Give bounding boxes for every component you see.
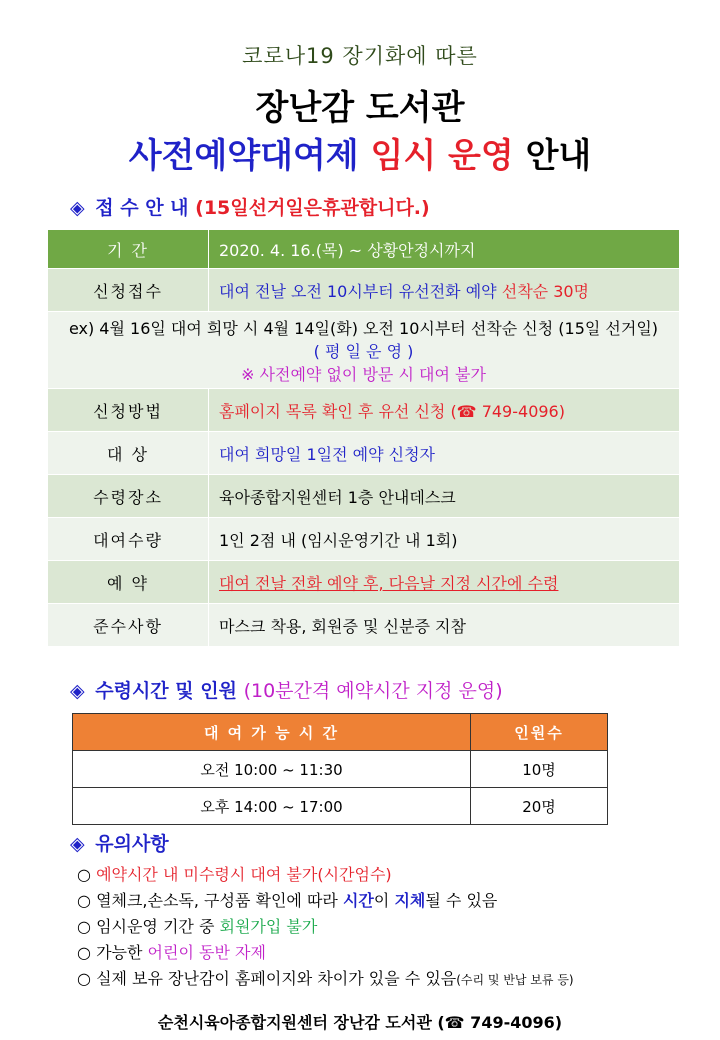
diamond-icon: ◈ xyxy=(70,197,85,219)
notes-heading-label: 유의사항 xyxy=(95,833,169,855)
row-value: 마스크 착용, 회원증 및 신분증 지참 xyxy=(209,604,680,647)
subtitle: 코로나19 장기화에 따른 xyxy=(242,44,478,68)
note-text: 가능한 xyxy=(96,943,148,962)
row-label: 대여수량 xyxy=(48,518,209,561)
note-text: 임시운영 기간 중 xyxy=(96,917,220,936)
table-row xyxy=(73,751,608,788)
note-emphasis: 어린이 동반 자제 xyxy=(147,943,266,962)
list-item xyxy=(77,914,697,940)
list-item xyxy=(77,966,697,992)
table-row xyxy=(73,788,608,825)
row-label: 신청접수 xyxy=(48,269,209,312)
note-text: 될 수 있음 xyxy=(425,891,498,910)
weekday-note: ( 평 일 운 영 ) xyxy=(313,341,414,361)
circle-bullet-icon: ○ xyxy=(77,943,91,962)
circle-bullet-icon: ○ xyxy=(77,865,91,884)
count-cell: 20명 xyxy=(471,788,608,825)
example-line: ex) 4월 16일 대여 희망 시 4월 14일(화) 오전 10시부터 선착순 신청 (15일 선거일) xyxy=(68,318,659,338)
row-label: 준수사항 xyxy=(48,604,209,647)
note-emphasis: 회원가입 불가 xyxy=(219,917,318,936)
pickup-heading-note: (10분간격 예약시간 지정 운영) xyxy=(243,680,503,702)
row-value xyxy=(209,269,680,312)
table-row xyxy=(48,475,680,518)
time-cell: 오후 14:00 ~ 17:00 xyxy=(73,788,471,825)
row-label: 신청방법 xyxy=(48,389,209,432)
reception-heading xyxy=(70,193,430,220)
time-cell: 오전 10:00 ~ 11:30 xyxy=(73,751,471,788)
table-row xyxy=(48,432,680,475)
note-emphasis: 시간 xyxy=(342,891,374,910)
column-header: 대 여 가 능 시 간 xyxy=(73,714,471,751)
pickup-heading xyxy=(70,676,503,703)
row-value: 홈페이지 목록 확인 후 유선 신청 (☎ 749-4096) xyxy=(209,389,680,432)
note-text: 이 xyxy=(373,891,395,910)
apply-text: 대여 전날 오전 10시부터 유선전화 예약 xyxy=(219,281,497,301)
no-walkin-warning: ※ 사전예약 없이 방문 시 대여 불가 xyxy=(241,364,486,384)
row-label: 기 간 xyxy=(48,230,209,269)
note-text: 실제 보유 장난감이 홈페이지와 차이가 있을 수 있음 xyxy=(96,969,457,988)
table-row xyxy=(48,518,680,561)
notes-heading xyxy=(70,829,169,856)
pickup-heading-label: 수령시간 및 인원 xyxy=(95,680,237,702)
row-value: 1인 2점 내 (임시운영기간 내 1회) xyxy=(209,518,680,561)
circle-bullet-icon: ○ xyxy=(77,917,91,936)
first-come-text: 선착순 30명 xyxy=(501,281,590,301)
page-title: 장난감 도서관 xyxy=(255,88,465,128)
list-item xyxy=(77,862,697,888)
row-value: 대여 희망일 1일전 예약 신청자 xyxy=(209,432,680,475)
row-label: 수령장소 xyxy=(48,475,209,518)
diamond-icon: ◈ xyxy=(70,833,85,855)
row-value: 2020. 4. 16.(목) ~ 상황안정시까지 xyxy=(209,230,680,269)
pickup-table xyxy=(72,713,608,825)
row-label: 대 상 xyxy=(48,432,209,475)
circle-bullet-icon: ○ xyxy=(77,969,91,988)
circle-bullet-icon: ○ xyxy=(77,891,91,910)
title-part-reservation: 사전예약대여제 xyxy=(128,136,359,176)
table-row xyxy=(48,312,680,389)
reception-table xyxy=(47,229,680,647)
footer-contact: 순천시육아종합지원센터 장난감 도서관 (☎ 749-4096) xyxy=(157,1013,563,1032)
example-cell xyxy=(48,312,680,389)
diamond-icon: ◈ xyxy=(70,680,85,702)
note-emphasis: 지체 xyxy=(394,891,426,910)
page-title-line2 xyxy=(0,128,720,177)
list-item xyxy=(77,940,697,966)
table-row xyxy=(48,389,680,432)
table-row xyxy=(48,561,680,604)
column-header: 인원수 xyxy=(471,714,608,751)
table-row xyxy=(48,604,680,647)
reception-heading-label: 접 수 안 내 xyxy=(95,197,189,219)
table-header-row xyxy=(73,714,608,751)
note-text: 열체크,손소독, 구성품 확인에 따라 xyxy=(96,891,343,910)
list-item xyxy=(77,888,697,914)
title-part-notice: 안내 xyxy=(525,136,592,176)
notes-list xyxy=(77,862,697,992)
note-text: 예약시간 내 미수령시 대여 불가(시간엄수) xyxy=(96,865,392,884)
row-label: 예 약 xyxy=(48,561,209,604)
reception-heading-note: (15일선거일은휴관합니다.) xyxy=(195,197,430,219)
count-cell: 10명 xyxy=(471,751,608,788)
table-row xyxy=(48,269,680,312)
title-part-temporary: 임시 운영 xyxy=(370,136,514,176)
table-row xyxy=(48,230,680,269)
note-small-text: (수리 및 반납 보류 등) xyxy=(456,973,574,987)
row-value: 대여 전날 전화 예약 후, 다음날 지정 시간에 수령 xyxy=(209,561,680,604)
row-value: 육아종합지원센터 1층 안내데스크 xyxy=(209,475,680,518)
